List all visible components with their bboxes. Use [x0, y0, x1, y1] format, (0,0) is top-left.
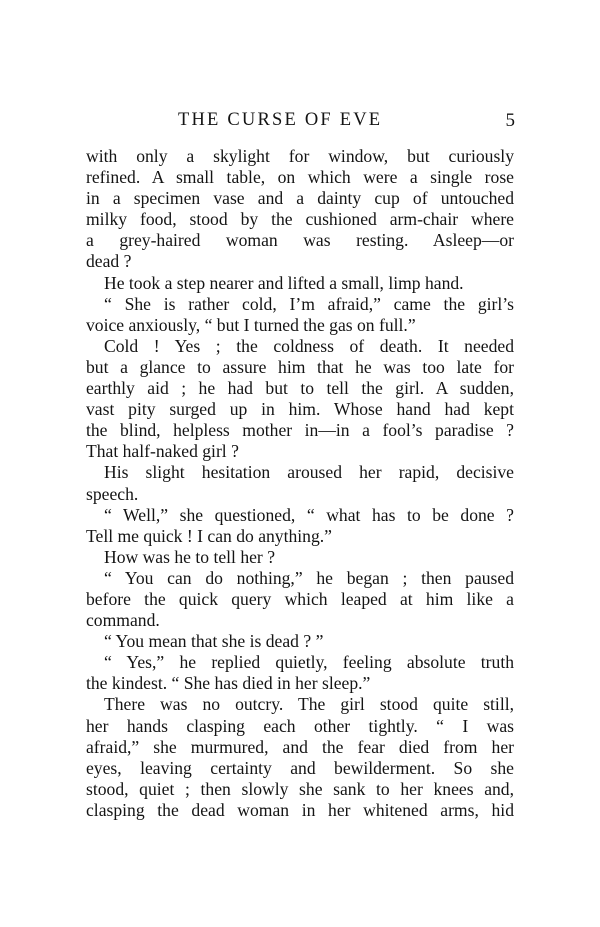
text-line: before the quick query which leaped at him like a [86, 588, 514, 609]
text-line: clasping the dead woman in her whitened arms, hid [86, 799, 514, 820]
text-line: “ She is rather cold, I’m afraid,” came the girl’s [104, 293, 514, 314]
running-head [85, 110, 515, 136]
text-line: Tell me quick ! I can do anything.” [86, 525, 332, 546]
text-line: earthly aid ; he had but to tell the girl. A sudden, [86, 378, 514, 399]
text-line: eyes, leaving certainty and bewilderment. So she [86, 757, 514, 778]
text-line: How was he to tell her ? [104, 546, 275, 567]
text-line: in a specimen vase and a dainty cup of untouched [86, 188, 514, 209]
text-line: There was no outcry. The girl stood quite still, [104, 694, 514, 715]
text-line: “ Well,” she questioned, “ what has to be done ? [104, 504, 514, 525]
text-line: His slight hesitation aroused her rapid, decisive [104, 462, 514, 483]
text-line: “ You mean that she is dead ? ” [104, 631, 324, 652]
page-number: 5 [505, 110, 515, 131]
text-line: voice anxiously, “ but I turned the gas on full.” [86, 314, 416, 335]
text-line: the blind, helpless mother in—in a fool’s paradise ? [86, 420, 514, 441]
text-line: command. [86, 610, 160, 631]
text-line: her hands clasping each other tightly. “ I was [86, 715, 514, 736]
text-line: “ You can do nothing,” he began ; then paused [104, 567, 514, 588]
text-line: but a glance to assure him that he was too late for [86, 356, 514, 377]
text-line: “ Yes,” he replied quietly, feeling absolute truth [104, 652, 514, 673]
text-line: a grey-haired woman was resting. Asleep—or [86, 230, 514, 251]
body-text [86, 146, 514, 821]
text-line: milky food, stood by the cushioned arm-chair where [86, 209, 514, 230]
text-line: afraid,” she murmured, and the fear died from her [86, 736, 514, 757]
text-line: vast pity surged up in him. Whose hand had kept [86, 399, 514, 420]
text-line: speech. [86, 483, 139, 504]
text-line: with only a skylight for window, but curiously [86, 146, 514, 166]
text-line: stood, quiet ; then slowly she sank to her knees and, [86, 778, 514, 799]
text-line: That half-naked girl ? [86, 441, 239, 462]
text-line: refined. A small table, on which were a single rose [86, 167, 514, 188]
running-title: THE CURSE OF EVE [178, 110, 383, 130]
text-line: dead ? [86, 251, 132, 272]
text-line: the kindest. “ She has died in her sleep.” [86, 673, 371, 694]
text-line: Cold ! Yes ; the coldness of death. It needed [104, 335, 514, 356]
text-line: He took a step nearer and lifted a small, limp hand. [104, 272, 464, 293]
